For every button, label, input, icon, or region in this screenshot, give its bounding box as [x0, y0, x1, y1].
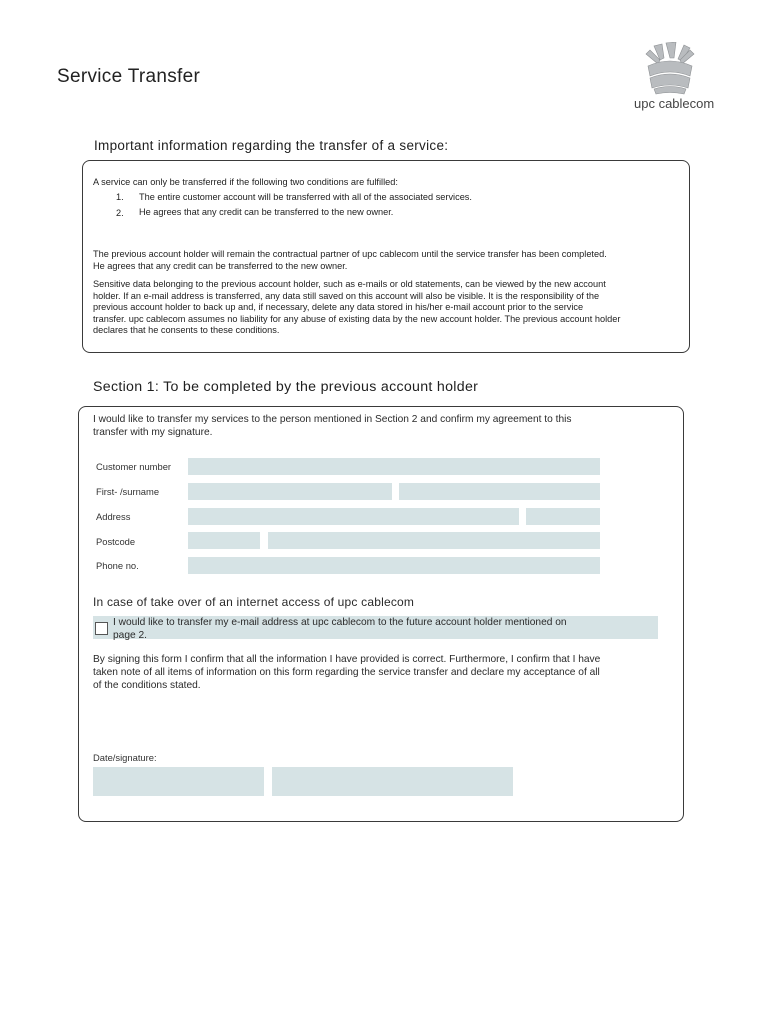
info-paragraph-line: He agrees that any credit can be transferred to the new owner.	[93, 261, 348, 271]
postcode-field[interactable]	[188, 532, 260, 549]
email-transfer-label-line: I would like to transfer my e-mail address at upc cablecom to the future account holder mentioned on	[113, 617, 567, 628]
address-label: Address	[96, 511, 131, 522]
email-transfer-checkbox[interactable]	[95, 622, 108, 635]
brand-name: upc cablecom	[634, 96, 715, 111]
phone-label: Phone no.	[96, 560, 139, 571]
paragraph-line: holder. If an e-mail address is transferred, any data still saved on this account will also be visible. It is the responsibility of the	[93, 290, 600, 301]
condition-text: The entire customer account will be transferred with all of the associated services.	[139, 192, 472, 202]
first-name-field[interactable]	[188, 483, 392, 500]
paragraph-line: taken note of all items of information on this form regarding the service transfer and declare my acceptance of all	[93, 667, 600, 678]
page-title: Service Transfer	[57, 66, 201, 87]
condition-number: 1.	[116, 192, 124, 202]
paragraph-line: By signing this form I confirm that all the information I have provided is correct. Furthermore, I confirm that I have	[93, 654, 601, 665]
condition-text: He agrees that any credit can be transferred to the new owner.	[139, 207, 394, 217]
name-label: First- /surname	[96, 486, 160, 497]
condition-number: 2.	[116, 208, 124, 218]
city-field[interactable]	[268, 532, 600, 549]
paragraph-line: transfer. upc cablecom assumes no liability for any abuse of existing data by the new account holder. The previous account holder	[93, 313, 621, 324]
section1-intro-line: transfer with my signature.	[93, 427, 213, 438]
section1-heading: Section 1: To be completed by the previous account holder	[93, 379, 479, 395]
signature-field[interactable]	[272, 767, 513, 796]
date-field[interactable]	[93, 767, 264, 796]
street-field[interactable]	[188, 508, 519, 525]
surname-field[interactable]	[399, 483, 600, 500]
upc-cablecom-logo	[640, 42, 700, 96]
info-paragraph-line: The previous account holder will remain the contractual partner of upc cablecom until the service transfer has been completed.	[93, 249, 607, 259]
date-signature-label: Date/signature:	[93, 752, 157, 763]
house-number-field[interactable]	[526, 508, 600, 525]
postcode-label: Postcode	[96, 536, 136, 547]
email-transfer-label-line: page 2.	[113, 630, 147, 641]
internet-heading: In case of take over of an internet access of upc cablecom	[93, 595, 415, 609]
customer-number-field[interactable]	[188, 458, 600, 475]
paragraph-line: previous account holder to back up and, if necessary, delete any data stored in his/her e-mail account prior to the service	[93, 302, 584, 313]
customer-number-label: Customer number	[96, 461, 172, 472]
info-heading: Important information regarding the transfer of a service:	[94, 138, 449, 153]
paragraph-line: of the conditions stated.	[93, 680, 201, 691]
info-intro: A service can only be transferred if the following two conditions are fulfilled:	[93, 177, 398, 187]
confirmation-paragraph	[93, 653, 673, 692]
paragraph-line: declares that he consents to these conditions.	[93, 325, 280, 336]
phone-field[interactable]	[188, 557, 600, 574]
paragraph-line: Sensitive data belonging to the previous account holder, such as e-mails or old statements, can be viewed by the new account	[93, 279, 606, 289]
data-privacy-paragraph	[93, 279, 703, 337]
section1-intro-line: I would like to transfer my services to the person mentioned in Section 2 and confirm my agreement to this	[93, 414, 572, 425]
